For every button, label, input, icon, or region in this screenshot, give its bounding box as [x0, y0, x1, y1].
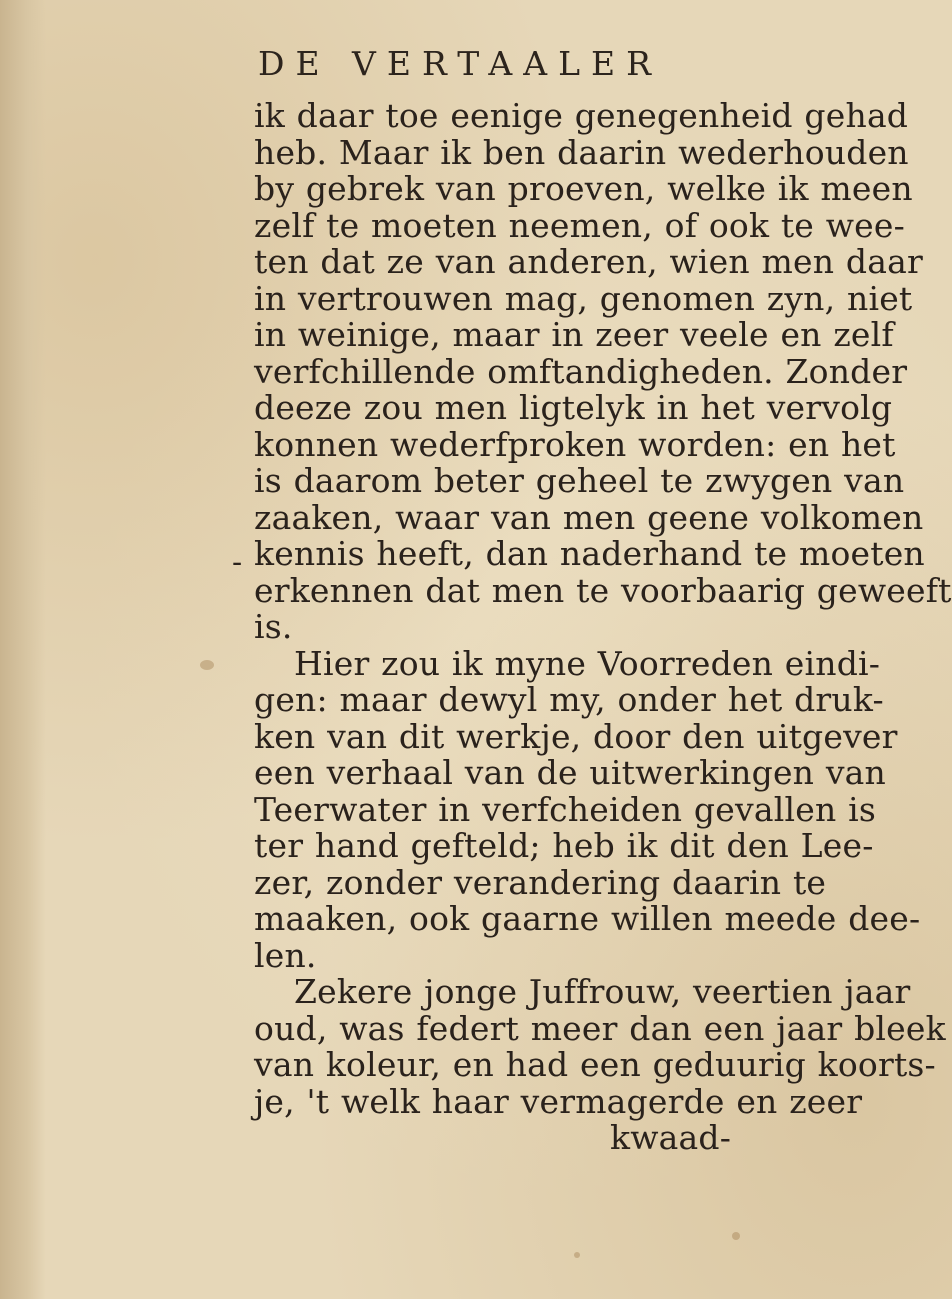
text-line: Zekere jonge Juffrouw, veertien jaar [294, 972, 911, 1011]
text-line: maaken, ook gaarne willen meede dee- [254, 899, 921, 938]
text-line: zelf te moeten neemen, of ook te wee- [254, 205, 905, 245]
text-line: len. [254, 935, 317, 975]
running-head: DE VERTAALER [258, 44, 662, 83]
text-line: Teerwater in verfcheiden gevallen is [254, 789, 876, 829]
text-line: erkennen dat men te voorbaarig geweeft [254, 570, 952, 610]
text-line: ken van dit werkje, door den uitgever [254, 716, 898, 756]
body-text [254, 96, 952, 1157]
margin-mark: - [232, 545, 243, 580]
text-line: deeze zou men ligtelyk in het vervolg [254, 388, 893, 427]
text-line: in vertrouwen mag, genomen zyn, niet [254, 278, 913, 318]
text-line: is. [254, 607, 293, 646]
text-line: zer, zonder verandering daarin te [254, 862, 827, 902]
page-left-edge [0, 0, 46, 1299]
catchword: kwaad- [610, 1118, 732, 1157]
text-line: is daarom beter geheel te zwygen van [254, 461, 905, 500]
text-line: ik daar toe eenige genegenheid gehad [254, 96, 909, 135]
paper-stain [200, 660, 214, 670]
text-line: kennis heeft, dan naderhand te moeten [254, 534, 925, 573]
book-page [254, 0, 952, 1299]
text-line: van koleur, en had een geduurig koorts- [254, 1045, 936, 1084]
text-line: ten dat ze van anderen, wien men daar [254, 242, 923, 281]
text-line: gen: maar dewyl my, onder het druk- [254, 680, 884, 719]
text-line: je, 't welk haar vermagerde en zeer [254, 1081, 863, 1121]
text-line: konnen wederfproken worden: en het [254, 424, 896, 464]
text-line: by gebrek van proeven, welke ik meen [254, 169, 913, 208]
text-line: ter hand gefteld; heb ik dit den Lee- [254, 826, 874, 865]
text-line: zaaken, waar van men geene volkomen [254, 497, 924, 537]
text-line: in weinige, maar in zeer veele en zelf [254, 315, 894, 354]
text-line: oud, was federt meer dan een jaar bleek [254, 1008, 946, 1048]
text-line: heb. Maar ik ben daarin wederhouden [254, 132, 909, 172]
text-line: Hier zou ik myne Voorreden eindi- [294, 643, 881, 683]
text-line: verfchillende omftandigheden. Zonder [254, 351, 908, 391]
text-line: een verhaal van de uitwerkingen van [254, 753, 886, 792]
